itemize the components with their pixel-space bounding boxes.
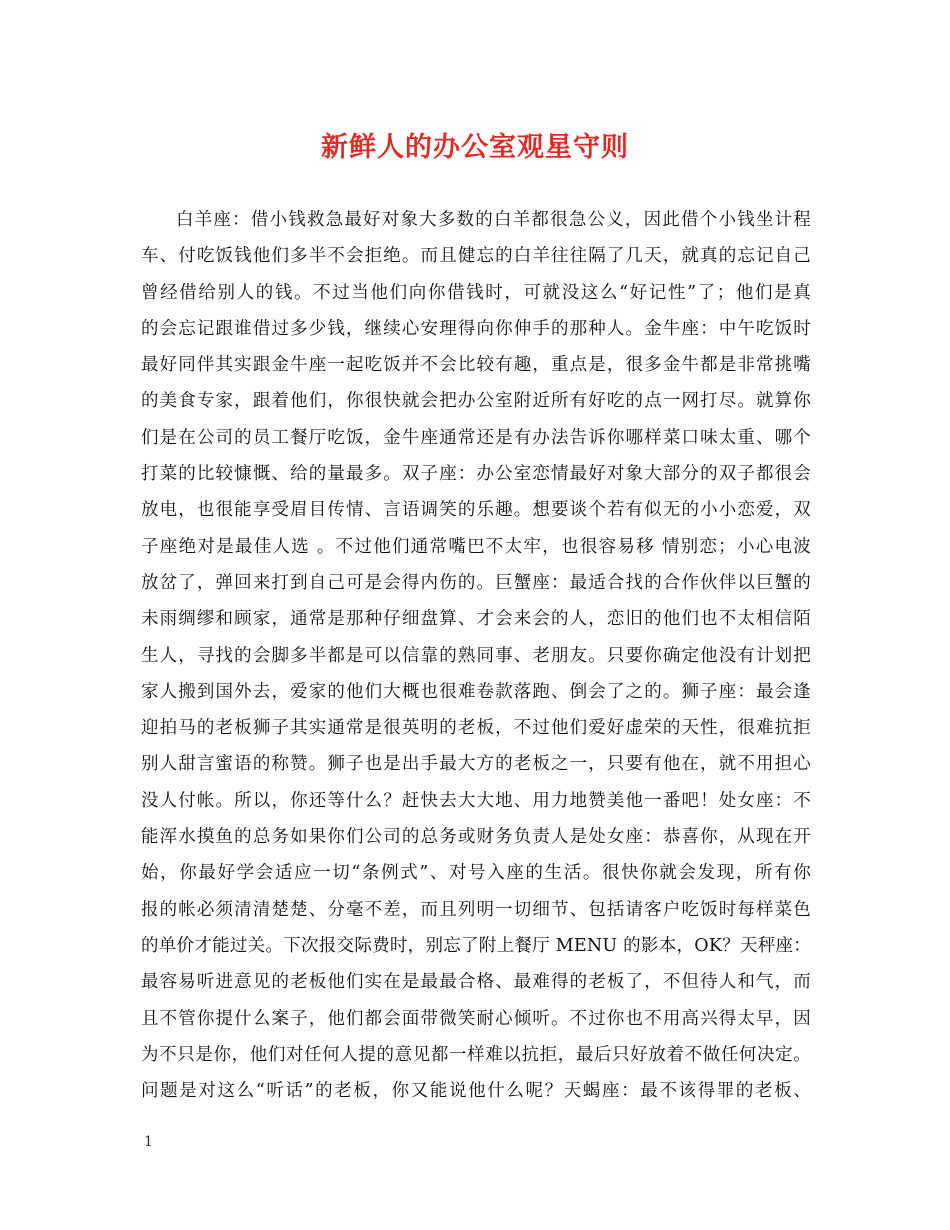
text-line: 曾经借给别人的钱。不过当他们向你借钱时，可就没这么“好记性”了；他们是真 (141, 282, 811, 303)
text-line: 别人甜言蜜语的称赞。狮子也是出手最大方的老板之一，只要有他在，就不用担心 (141, 754, 811, 775)
text-line: 最好同伴其实跟金牛座一起吃饭并不会比较有趣，重点是，很多金牛都是非常挑嘴 (141, 355, 811, 376)
text-line: 没人付帐。所以，你还等什么？赶快去大大地、用力地赞美他一番吧！处女座：不 (141, 790, 811, 811)
text-line: 最容易听进意见的老板他们实在是最最合格、最难得的老板了，不但待人和气，而 (141, 972, 811, 993)
text-line: 的美食专家，跟着他们，你很快就会把办公室附近所有好吃的点一网打尽。就算你 (141, 391, 811, 412)
text-line: 为不只是你，他们对任何人提的意见都一样难以抗拒，最后只好放着不做任何决定。 (141, 1044, 811, 1065)
text-line: 迎拍马的老板狮子其实通常是很英明的老板，不过他们爱好虚荣的天性，很难抗拒 (141, 718, 811, 739)
text-line: 生人，寻找的会脚多半都是可以信靠的熟同事、老朋友。只要你确定他没有计划把 (141, 645, 811, 666)
text-line: 们是在公司的员工餐厅吃饭，金牛座通常还是有办法告诉你哪样菜口味太重、哪个 (141, 427, 811, 448)
text-line: 问题是对这么“听话”的老板，你又能说他什么呢？天蝎座：最不该得罪的老板、 (141, 1081, 811, 1102)
text-line: 未雨绸缪和顾家，通常是那种仔细盘算、才会来会的人，恋旧的他们也不太相信陌 (141, 609, 811, 630)
text-line: 打菜的比较慷慨、给的量最多。双子座：办公室恋情最好对象大部分的双子都很会 (141, 464, 811, 485)
text-line: 报的帐必须清清楚楚、分毫不差，而且列明一切细节、包括请客户吃饭时每样菜色 (141, 899, 811, 920)
text-line: 始，你最好学会适应一切“条例式”、对号入座的生活。很快你就会发现，所有你 (141, 863, 811, 884)
text-line: 的会忘记跟谁借过多少钱，继续心安理得向你伸手的那种人。金牛座：中午吃饭时 (141, 318, 811, 339)
document-title: 新鲜人的办公室观星守则 (321, 132, 629, 163)
text-line: 车、付吃饭钱他们多半不会拒绝。而且健忘的白羊往往隔了几天，就真的忘记自己 (141, 246, 811, 267)
text-line: 的单价才能过关。下次报交际费时，别忘了附上餐厅 MENU 的影本，OK？天秤座： (141, 935, 811, 956)
text-line: 且不管你提什么案子，他们都会面带微笑耐心倾听。不过你也不用高兴得太早，因 (141, 1008, 811, 1029)
text-line: 放电，也很能享受眉目传情、言语调笑的乐趣。想要谈个若有似无的小小恋爱，双 (141, 500, 811, 521)
text-line: 放岔了，弹回来打到自己可是会得内伤的。巨蟹座：最适合找的合作伙伴以巨蟹的 (141, 572, 811, 593)
text-line: 能浑水摸鱼的总务如果你们公司的总务或财务负责人是处女座：恭喜你，从现在开 (141, 827, 811, 848)
page-number: 1 (144, 1134, 153, 1150)
text-line: 子座绝对是最佳人选 。不过他们通常嘴巴不太牢，也很容易移 情别恋；小心电波 (141, 536, 811, 557)
text-line: 白羊座：借小钱救急最好对象大多数的白羊都很急公义，因此借个小钱坐计程 (176, 210, 811, 230)
text-line: 家人搬到国外去，爱家的他们大概也很难卷款落跑、倒会了之的。狮子座：最会逢 (141, 681, 811, 702)
document-body (141, 202, 811, 1109)
